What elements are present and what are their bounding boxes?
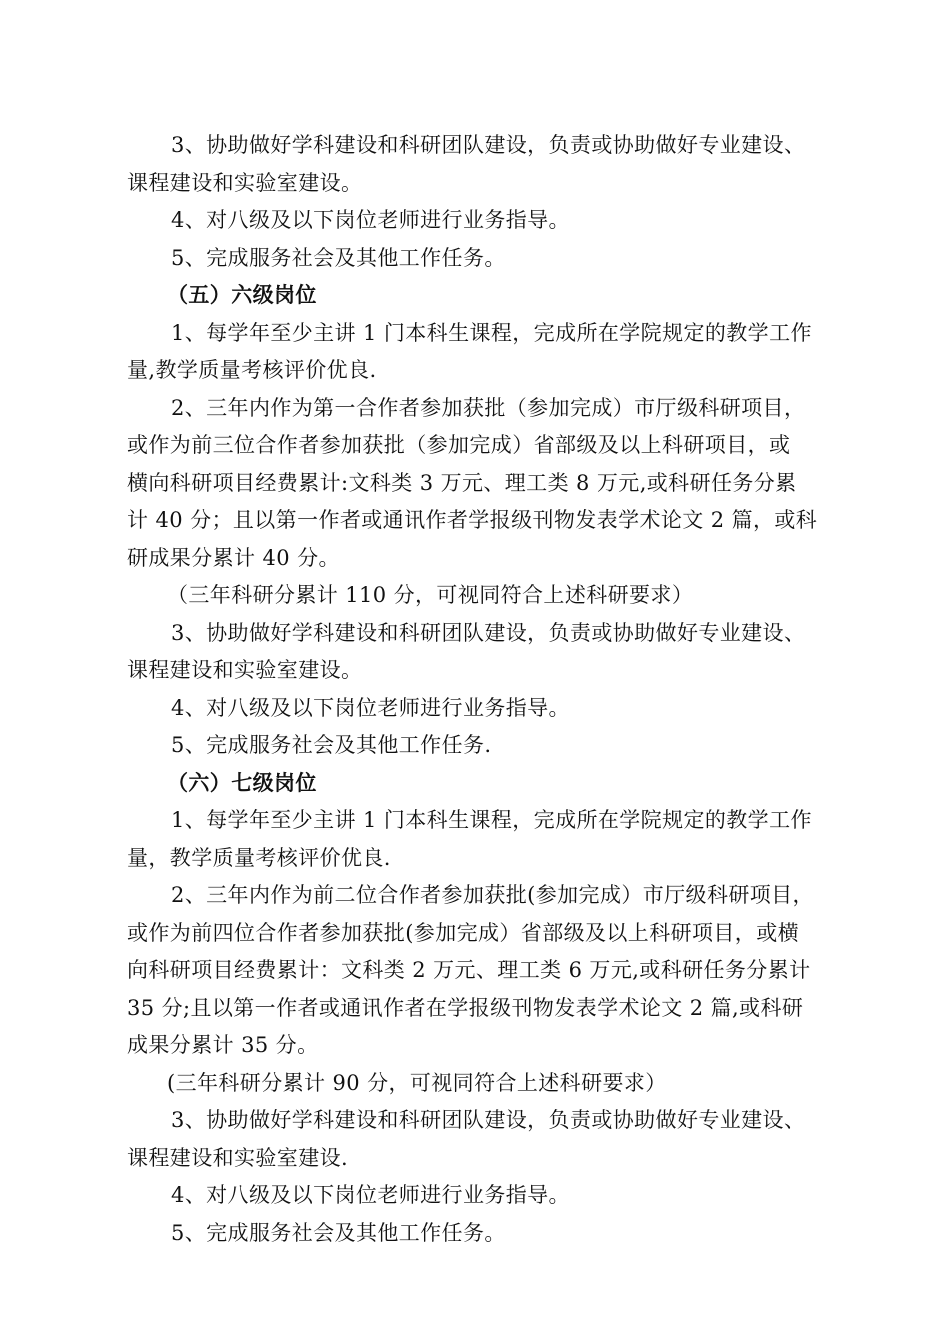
paragraph-line: 计 40 分；且以第一作者或通讯作者学报级刊物发表学术论文 2 篇，或科: [127, 508, 818, 532]
paragraph-line: 量，教学质量考核评价优良.: [127, 845, 391, 870]
paragraph-line: 3、协助做好学科建设和科研团队建设，负责或协助做好专业建设、: [171, 620, 806, 645]
paragraph-line: 4、对八级及以下岗位老师进行业务指导。: [171, 208, 570, 232]
paragraph-line: 35 分;且以第一作者或通讯作者在学报级刊物发表学术论文 2 篇,或科研: [127, 995, 804, 1020]
paragraph-line: 课程建设和实验室建设。: [127, 658, 363, 682]
paragraph-line: 成果分累计 35 分。: [127, 1033, 319, 1057]
paragraph-line: 3、协助做好学科建设和科研团队建设，负责或协助做好专业建设、: [171, 133, 806, 157]
paragraph-line: 2、三年内作为第一合作者参加获批（参加完成）市厅级科研项目，: [171, 395, 806, 420]
paragraph-line: 或作为前四位合作者参加获批(参加完成）省部级及以上科研项目，或横: [127, 920, 799, 945]
paragraph-line: 5、完成服务社会及其他工作任务。: [171, 1220, 506, 1245]
paragraph-line: 1、每学年至少主讲 1 门本科生课程，完成所在学院规定的教学工作: [171, 320, 812, 345]
paragraph-line: 1、每学年至少主讲 1 门本科生课程，完成所在学院规定的教学工作: [171, 808, 812, 832]
paragraph-line: 2、三年内作为前二位合作者参加获批(参加完成）市厅级科研项目，: [171, 883, 814, 907]
document-body: [127, 127, 827, 1252]
section-heading: （六）七级岗位: [167, 770, 317, 795]
paragraph-line: 向科研项目经费累计：文科类 2 万元、理工类 6 万元,或科研任务分累计: [127, 958, 811, 982]
paragraph-line: 5、完成服务社会及其他工作任务.: [171, 733, 492, 757]
paragraph-line: 4、对八级及以下岗位老师进行业务指导。: [171, 1183, 570, 1207]
note-line: (三年科研分累计 90 分，可视同符合上述科研要求）: [167, 1070, 667, 1095]
section-heading: （五）六级岗位: [167, 283, 317, 307]
paragraph-line: 量,教学质量考核评价优良.: [127, 358, 377, 382]
paragraph-line: 3、协助做好学科建设和科研团队建设，负责或协助做好专业建设、: [171, 1108, 806, 1132]
paragraph-line: 课程建设和实验室建设。: [127, 170, 363, 195]
note-line: （三年科研分累计 110 分，可视同符合上述科研要求）: [167, 583, 694, 607]
paragraph-line: 或作为前三位合作者参加获批（参加完成）省部级及以上科研项目，或: [127, 433, 791, 457]
paragraph-line: 5、完成服务社会及其他工作任务。: [171, 245, 506, 270]
paragraph-line: 研成果分累计 40 分。: [127, 545, 340, 570]
paragraph-line: 课程建设和实验室建设.: [127, 1145, 349, 1170]
paragraph-line: 4、对八级及以下岗位老师进行业务指导。: [171, 695, 570, 720]
paragraph-line: 横向科研项目经费累计:文科类 3 万元、理工类 8 万元,或科研任务分累: [127, 470, 797, 495]
